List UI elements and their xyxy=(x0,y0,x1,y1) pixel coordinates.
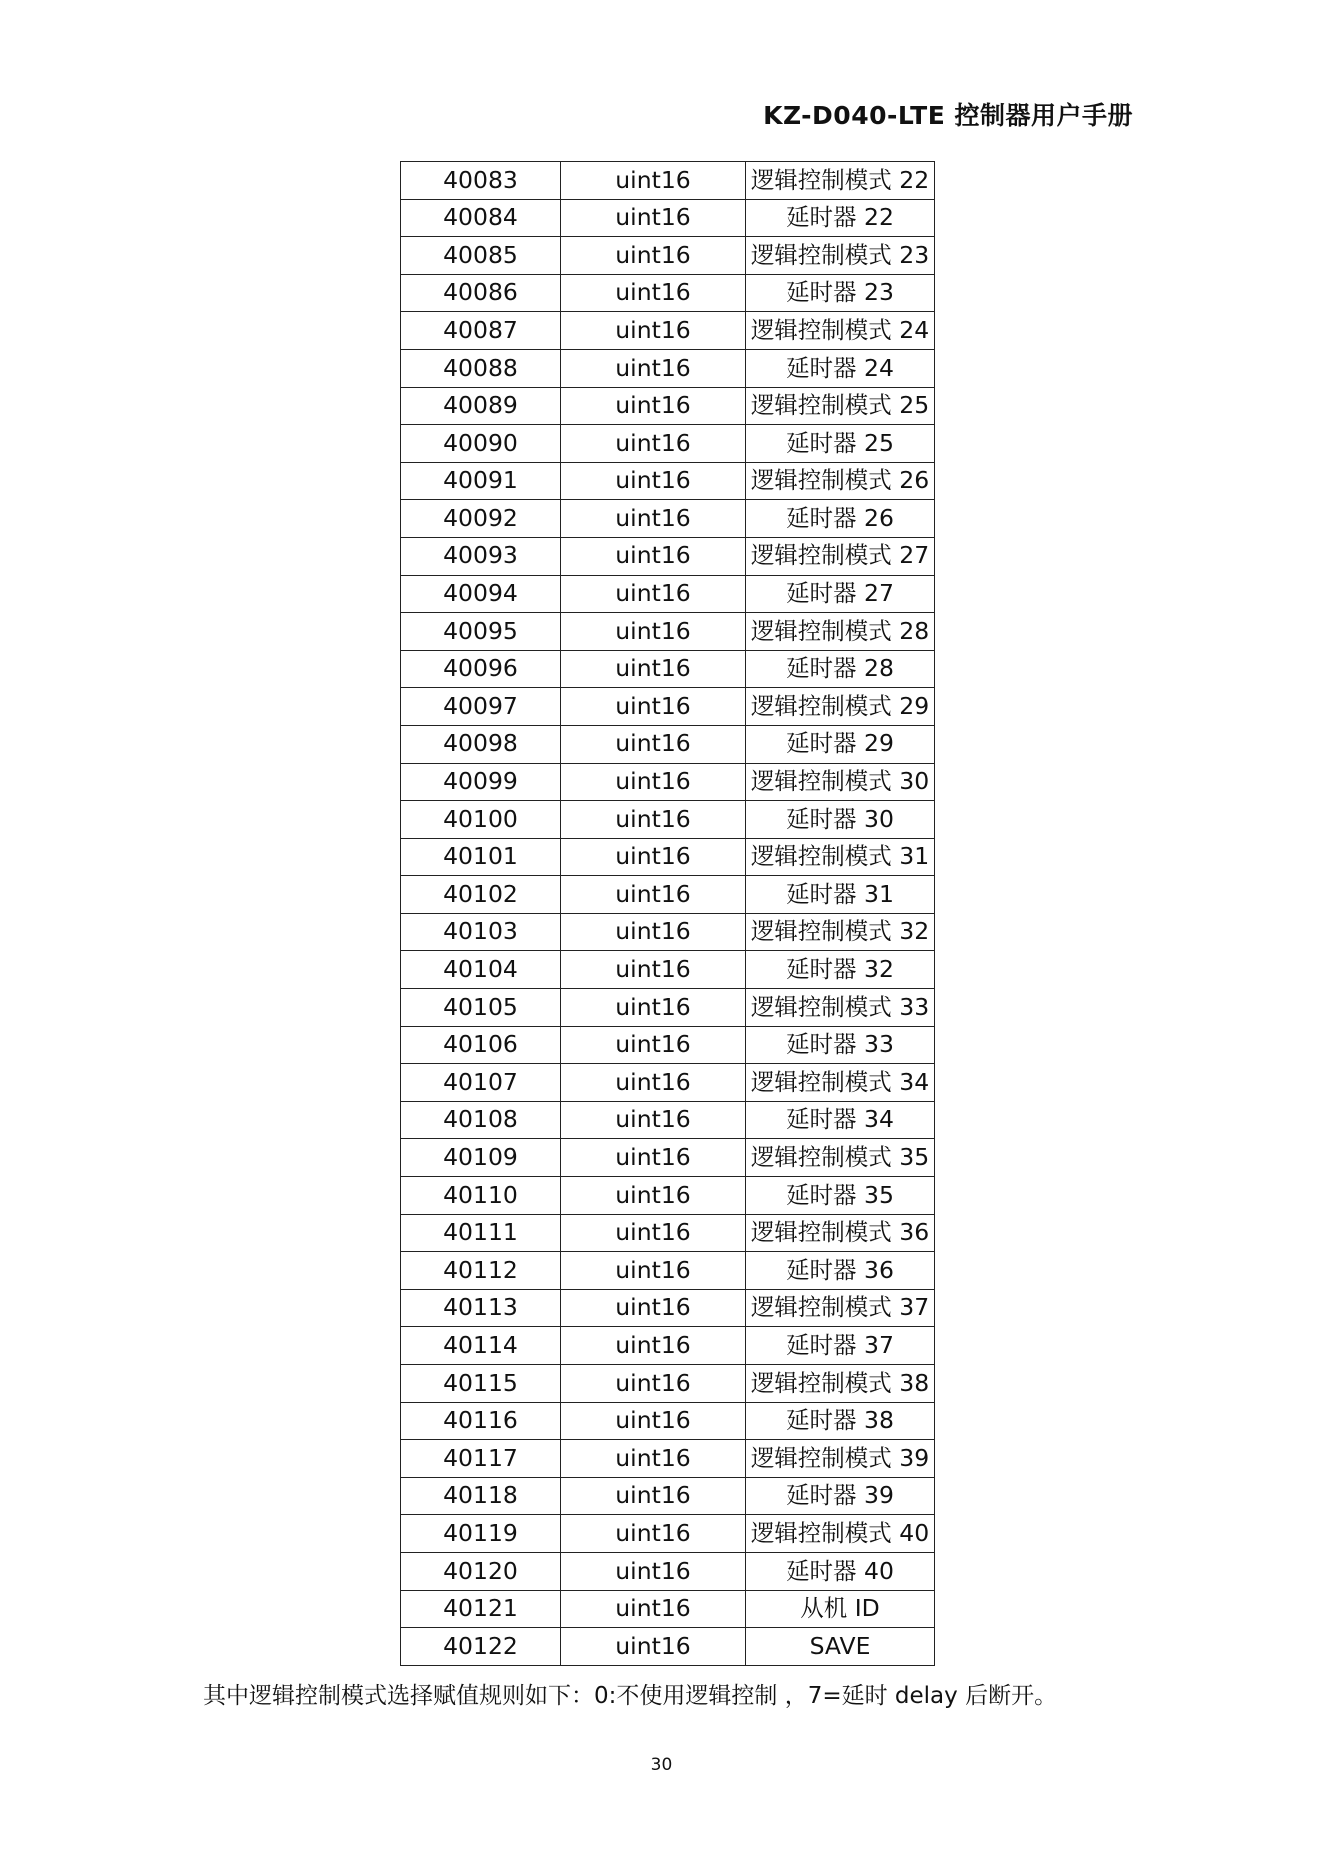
data-type-cell: uint16 xyxy=(561,1101,746,1139)
register-address-cell: 40102 xyxy=(401,876,561,914)
register-address-cell: 40118 xyxy=(401,1477,561,1515)
table-row xyxy=(401,1365,935,1403)
data-type-cell: uint16 xyxy=(561,1477,746,1515)
data-type-cell: uint16 xyxy=(561,1214,746,1252)
table-row xyxy=(401,462,935,500)
description-cell: 延时器 40 xyxy=(746,1552,935,1590)
register-address-cell: 40114 xyxy=(401,1327,561,1365)
description-cell: 逻辑控制模式 40 xyxy=(746,1515,935,1553)
data-type-cell: uint16 xyxy=(561,650,746,688)
data-type-cell: uint16 xyxy=(561,1327,746,1365)
data-type-cell: uint16 xyxy=(561,989,746,1027)
register-address-cell: 40112 xyxy=(401,1252,561,1290)
description-cell: 延时器 33 xyxy=(746,1026,935,1064)
register-address-cell: 40095 xyxy=(401,613,561,651)
data-type-cell: uint16 xyxy=(561,1026,746,1064)
table-row xyxy=(401,1440,935,1478)
register-address-cell: 40116 xyxy=(401,1402,561,1440)
register-address-cell: 40104 xyxy=(401,951,561,989)
register-address-cell: 40111 xyxy=(401,1214,561,1252)
description-cell: 逻辑控制模式 34 xyxy=(746,1064,935,1102)
table-row xyxy=(401,349,935,387)
register-address-cell: 40100 xyxy=(401,801,561,839)
table-row xyxy=(401,162,935,200)
table-row xyxy=(401,1139,935,1177)
data-type-cell: uint16 xyxy=(561,575,746,613)
table-row xyxy=(401,1552,935,1590)
data-type-cell: uint16 xyxy=(561,876,746,914)
data-type-cell: uint16 xyxy=(561,537,746,575)
data-type-cell: uint16 xyxy=(561,801,746,839)
register-address-cell: 40086 xyxy=(401,274,561,312)
data-type-cell: uint16 xyxy=(561,500,746,538)
register-address-cell: 40115 xyxy=(401,1365,561,1403)
register-address-cell: 40085 xyxy=(401,237,561,275)
data-type-cell: uint16 xyxy=(561,162,746,200)
description-cell: 延时器 38 xyxy=(746,1402,935,1440)
data-type-cell: uint16 xyxy=(561,951,746,989)
register-address-cell: 40109 xyxy=(401,1139,561,1177)
data-type-cell: uint16 xyxy=(561,838,746,876)
description-cell: 延时器 34 xyxy=(746,1101,935,1139)
data-type-cell: uint16 xyxy=(561,312,746,350)
register-address-cell: 40122 xyxy=(401,1628,561,1666)
register-address-cell: 40087 xyxy=(401,312,561,350)
table-row xyxy=(401,1177,935,1215)
description-cell: SAVE xyxy=(746,1628,935,1666)
table-row xyxy=(401,801,935,839)
description-cell: 逻辑控制模式 27 xyxy=(746,537,935,575)
register-table-body xyxy=(401,162,935,1666)
table-row xyxy=(401,650,935,688)
data-type-cell: uint16 xyxy=(561,274,746,312)
description-cell: 延时器 32 xyxy=(746,951,935,989)
table-row xyxy=(401,237,935,275)
table-row xyxy=(401,537,935,575)
description-cell: 延时器 31 xyxy=(746,876,935,914)
description-cell: 从机 ID xyxy=(746,1590,935,1628)
register-address-cell: 40117 xyxy=(401,1440,561,1478)
data-type-cell: uint16 xyxy=(561,425,746,463)
table-row xyxy=(401,500,935,538)
assignment-rule-note: 其中逻辑控制模式选择赋值规则如下：0:不使用逻辑控制 ，7=延时 delay 后断开。 xyxy=(203,1683,1058,1709)
data-type-cell: uint16 xyxy=(561,349,746,387)
table-row xyxy=(401,989,935,1027)
data-type-cell: uint16 xyxy=(561,1365,746,1403)
register-address-cell: 40106 xyxy=(401,1026,561,1064)
register-address-cell: 40090 xyxy=(401,425,561,463)
description-cell: 逻辑控制模式 31 xyxy=(746,838,935,876)
data-type-cell: uint16 xyxy=(561,1177,746,1215)
data-type-cell: uint16 xyxy=(561,199,746,237)
register-address-cell: 40103 xyxy=(401,913,561,951)
description-cell: 延时器 23 xyxy=(746,274,935,312)
table-row xyxy=(401,199,935,237)
table-row xyxy=(401,1252,935,1290)
data-type-cell: uint16 xyxy=(561,763,746,801)
register-address-cell: 40097 xyxy=(401,688,561,726)
description-cell: 延时器 29 xyxy=(746,725,935,763)
table-row xyxy=(401,1064,935,1102)
description-cell: 延时器 22 xyxy=(746,199,935,237)
register-table xyxy=(400,161,935,1666)
description-cell: 延时器 35 xyxy=(746,1177,935,1215)
register-address-cell: 40101 xyxy=(401,838,561,876)
table-row xyxy=(401,725,935,763)
register-address-cell: 40083 xyxy=(401,162,561,200)
register-address-cell: 40084 xyxy=(401,199,561,237)
description-cell: 延时器 30 xyxy=(746,801,935,839)
description-cell: 逻辑控制模式 36 xyxy=(746,1214,935,1252)
description-cell: 逻辑控制模式 35 xyxy=(746,1139,935,1177)
data-type-cell: uint16 xyxy=(561,387,746,425)
data-type-cell: uint16 xyxy=(561,462,746,500)
description-cell: 延时器 26 xyxy=(746,500,935,538)
register-address-cell: 40089 xyxy=(401,387,561,425)
register-address-cell: 40108 xyxy=(401,1101,561,1139)
description-cell: 逻辑控制模式 26 xyxy=(746,462,935,500)
data-type-cell: uint16 xyxy=(561,1628,746,1666)
data-type-cell: uint16 xyxy=(561,237,746,275)
register-address-cell: 40110 xyxy=(401,1177,561,1215)
table-row xyxy=(401,575,935,613)
table-row xyxy=(401,1590,935,1628)
table-row xyxy=(401,876,935,914)
data-type-cell: uint16 xyxy=(561,688,746,726)
table-row xyxy=(401,1214,935,1252)
register-address-cell: 40096 xyxy=(401,650,561,688)
data-type-cell: uint16 xyxy=(561,1552,746,1590)
description-cell: 逻辑控制模式 30 xyxy=(746,763,935,801)
register-address-cell: 40105 xyxy=(401,989,561,1027)
data-type-cell: uint16 xyxy=(561,913,746,951)
data-type-cell: uint16 xyxy=(561,1139,746,1177)
data-type-cell: uint16 xyxy=(561,1440,746,1478)
data-type-cell: uint16 xyxy=(561,1252,746,1290)
data-type-cell: uint16 xyxy=(561,1402,746,1440)
register-address-cell: 40088 xyxy=(401,349,561,387)
register-address-cell: 40121 xyxy=(401,1590,561,1628)
description-cell: 逻辑控制模式 22 xyxy=(746,162,935,200)
description-cell: 延时器 36 xyxy=(746,1252,935,1290)
data-type-cell: uint16 xyxy=(561,725,746,763)
register-address-cell: 40119 xyxy=(401,1515,561,1553)
table-row xyxy=(401,763,935,801)
description-cell: 延时器 39 xyxy=(746,1477,935,1515)
data-type-cell: uint16 xyxy=(561,1515,746,1553)
table-row xyxy=(401,1101,935,1139)
data-type-cell: uint16 xyxy=(561,1289,746,1327)
description-cell: 逻辑控制模式 29 xyxy=(746,688,935,726)
table-row xyxy=(401,838,935,876)
table-row xyxy=(401,1515,935,1553)
table-row xyxy=(401,951,935,989)
register-address-cell: 40094 xyxy=(401,575,561,613)
data-type-cell: uint16 xyxy=(561,1590,746,1628)
description-cell: 延时器 24 xyxy=(746,349,935,387)
register-address-cell: 40099 xyxy=(401,763,561,801)
document-title: KZ-D040-LTE 控制器用户手册 xyxy=(763,101,1133,130)
description-cell: 逻辑控制模式 37 xyxy=(746,1289,935,1327)
register-address-cell: 40113 xyxy=(401,1289,561,1327)
description-cell: 延时器 37 xyxy=(746,1327,935,1365)
description-cell: 逻辑控制模式 24 xyxy=(746,312,935,350)
register-address-cell: 40093 xyxy=(401,537,561,575)
table-row xyxy=(401,425,935,463)
description-cell: 逻辑控制模式 25 xyxy=(746,387,935,425)
table-row xyxy=(401,913,935,951)
description-cell: 逻辑控制模式 32 xyxy=(746,913,935,951)
description-cell: 延时器 28 xyxy=(746,650,935,688)
description-cell: 延时器 27 xyxy=(746,575,935,613)
table-row xyxy=(401,1289,935,1327)
table-row xyxy=(401,613,935,651)
register-address-cell: 40098 xyxy=(401,725,561,763)
description-cell: 逻辑控制模式 39 xyxy=(746,1440,935,1478)
description-cell: 逻辑控制模式 33 xyxy=(746,989,935,1027)
page-number: 30 xyxy=(650,1755,673,1775)
table-row xyxy=(401,688,935,726)
table-row xyxy=(401,1477,935,1515)
table-row xyxy=(401,312,935,350)
table-row xyxy=(401,387,935,425)
table-row xyxy=(401,1628,935,1666)
data-type-cell: uint16 xyxy=(561,613,746,651)
description-cell: 逻辑控制模式 28 xyxy=(746,613,935,651)
description-cell: 逻辑控制模式 38 xyxy=(746,1365,935,1403)
table-row xyxy=(401,1327,935,1365)
table-row xyxy=(401,1402,935,1440)
register-address-cell: 40107 xyxy=(401,1064,561,1102)
table-row xyxy=(401,1026,935,1064)
description-cell: 延时器 25 xyxy=(746,425,935,463)
description-cell: 逻辑控制模式 23 xyxy=(746,237,935,275)
data-type-cell: uint16 xyxy=(561,1064,746,1102)
table-row xyxy=(401,274,935,312)
register-address-cell: 40120 xyxy=(401,1552,561,1590)
register-address-cell: 40092 xyxy=(401,500,561,538)
register-address-cell: 40091 xyxy=(401,462,561,500)
